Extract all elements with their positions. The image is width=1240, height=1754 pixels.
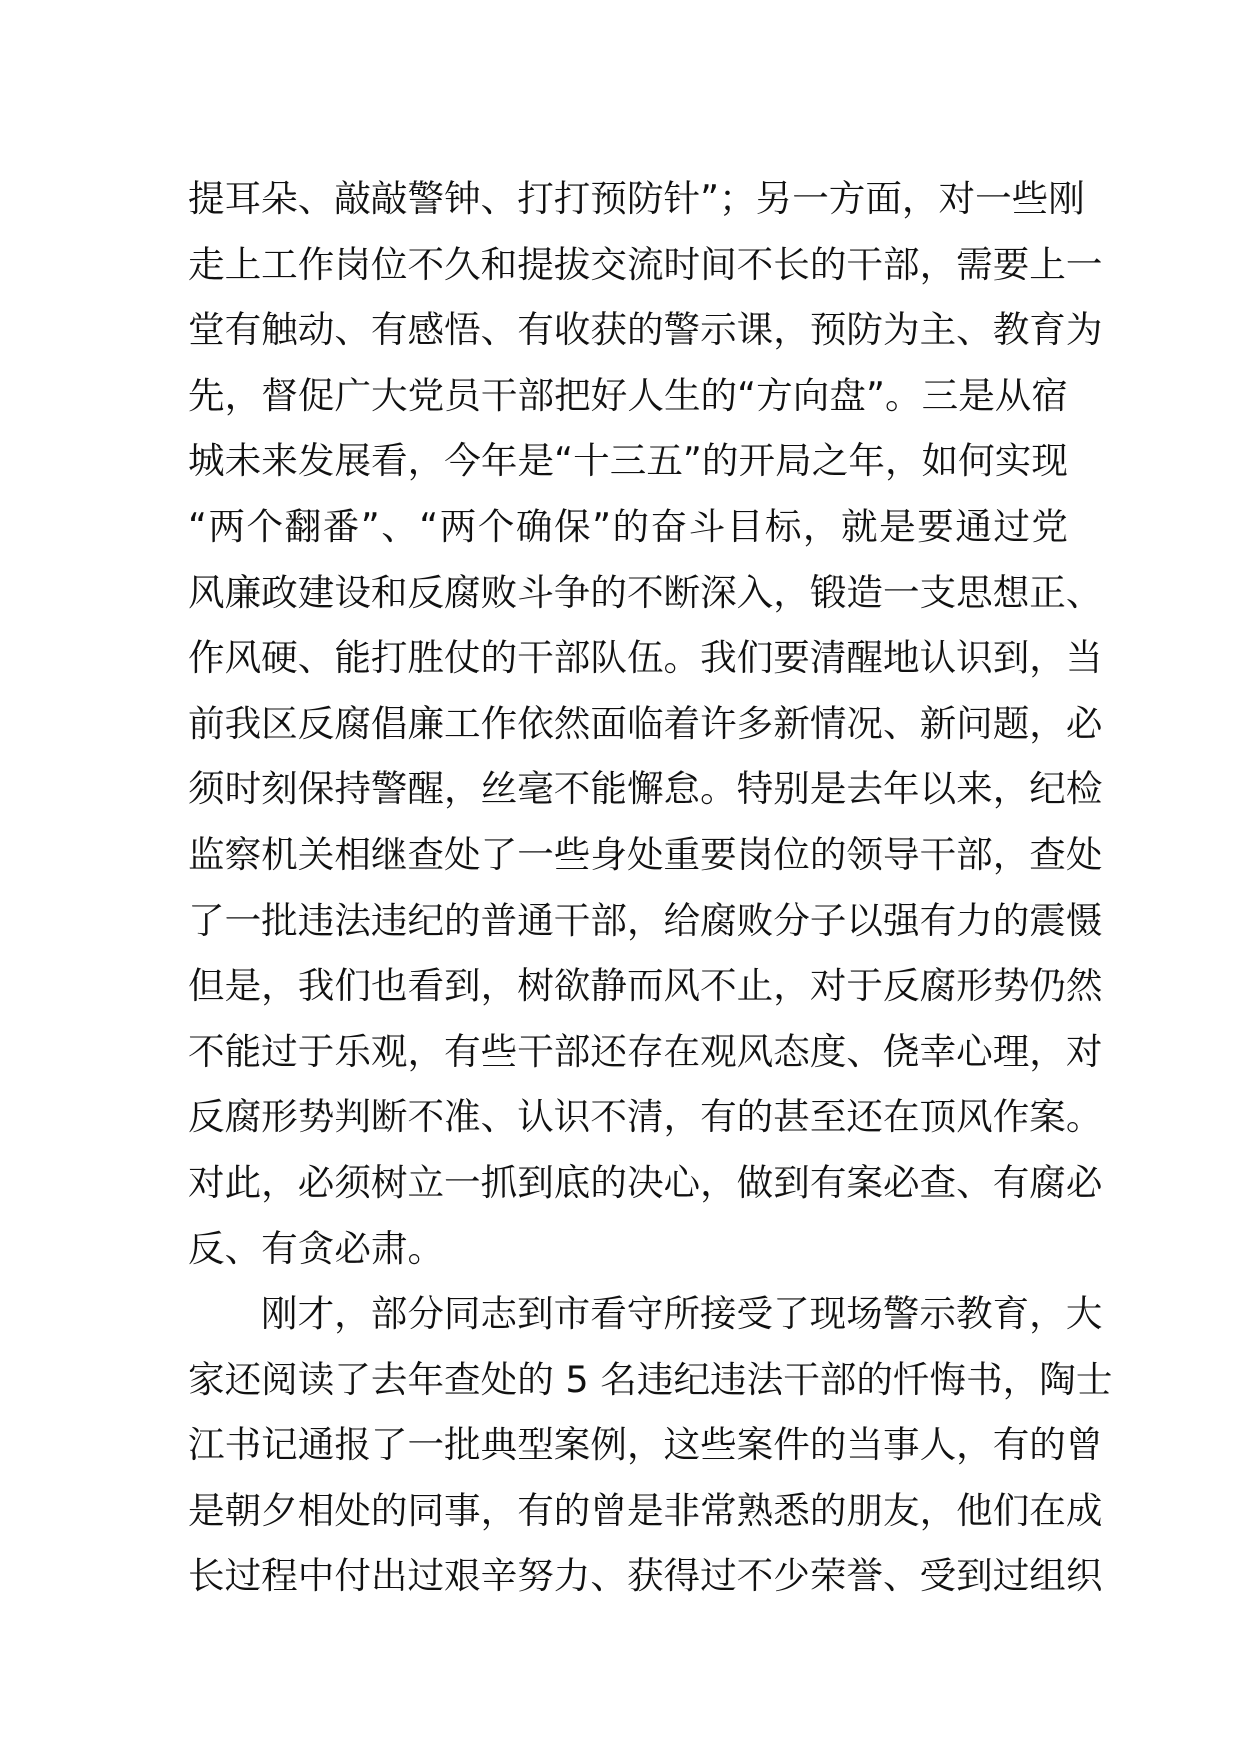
text-line: 不能过于乐观，有些干部还存在观风态度、侥幸心理，对 (188, 1029, 1103, 1073)
document-body (188, 166, 1113, 1609)
text-line: “两个翻番”、“两个确保”的奋斗目标，就是要通过党 (188, 504, 1068, 548)
text-line: 走上工作岗位不久和提拔交流时间不长的干部，需要上一 (188, 242, 1103, 286)
text-line: 对此，必须树立一抓到底的决心，做到有案必查、有腐必 (188, 1160, 1103, 1204)
text-line: 提耳朵、敲敲警钟、打打预防针”；另一方面，对一些刚 (188, 177, 1085, 220)
paragraph-1 (188, 166, 1103, 1281)
text-line: 刚才，部分同志到市看守所接受了现场警示教育，大 (261, 1292, 1103, 1336)
text-line: 长过程中付出过艰辛努力、获得过不少荣誉、受到过组织 (188, 1554, 1103, 1598)
text-line: 作风硬、能打胜仗的干部队伍。我们要清醒地认识到，当 (188, 636, 1103, 680)
text-line: 前我区反腐倡廉工作依然面临着许多新情况、新问题，必 (188, 701, 1103, 745)
text-line: 是朝夕相处的同事，有的曾是非常熟悉的朋友，他们在成 (188, 1488, 1103, 1532)
text-line: 堂有触动、有感悟、有收获的警示课，预防为主、教育为 (188, 308, 1103, 352)
text-line: 城未来发展看，今年是“十三五”的开局之年，如何实现 (188, 439, 1068, 483)
text-line: 须时刻保持警醒，丝毫不能懈怠。特别是去年以来，纪检 (188, 767, 1103, 811)
text-line: 江书记通报了一批典型案例，这些案件的当事人，有的曾 (188, 1423, 1103, 1467)
text-line: 监察机关相继查处了一些身处重要岗位的领导干部，查处 (188, 832, 1103, 876)
text-line: 反、有贪必肃。 (188, 1226, 445, 1270)
text-line: 先，督促广大党员干部把好人生的“方向盘”。三是从宿 (188, 373, 1068, 417)
text-line: 家还阅读了去年查处的 5 名违纪违法干部的忏悔书，陶士 (188, 1357, 1113, 1401)
text-line: 反腐形势判断不准、认识不清，有的甚至还在顶风作案。 (188, 1095, 1103, 1139)
text-line: 但是，我们也看到，树欲静而风不止，对于反腐形势仍然 (188, 964, 1103, 1008)
text-line: 风廉政建设和反腐败斗争的不断深入，锻造一支思想正、 (188, 570, 1103, 614)
text-line: 了一批违法违纪的普通干部，给腐败分子以强有力的震慑 (188, 898, 1103, 942)
paragraph-2 (188, 1281, 1113, 1609)
